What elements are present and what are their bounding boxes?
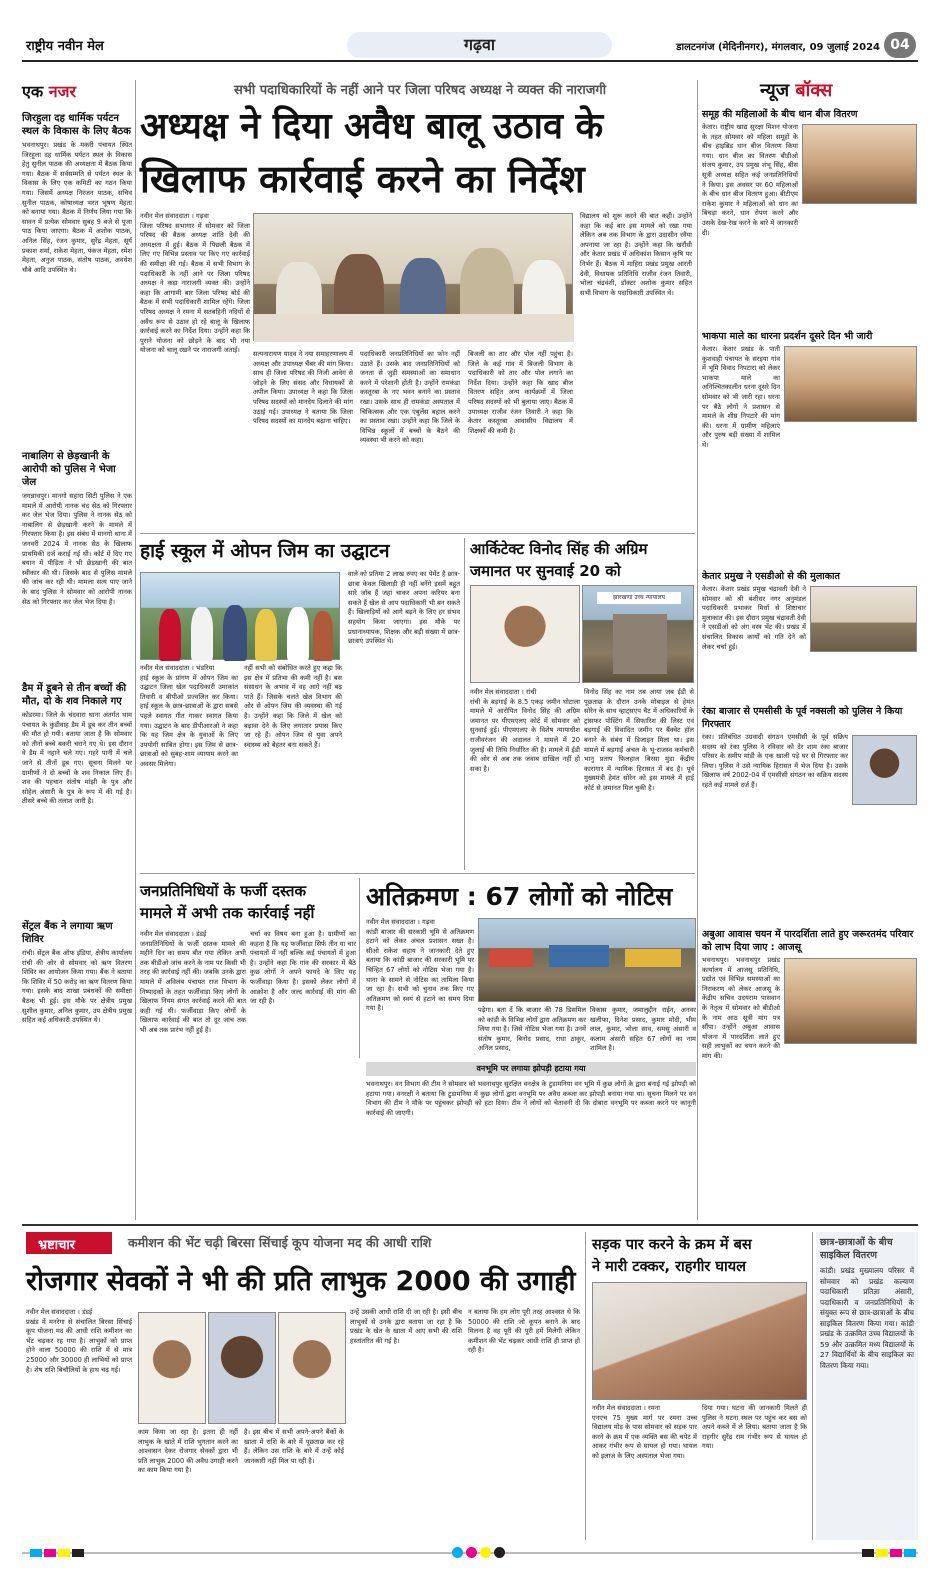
accident-body-col	[702, 1404, 807, 1538]
encroach-headline: अतिक्रमण : 67 लोगों को नोटिस	[366, 882, 673, 911]
protest-photo	[784, 346, 917, 422]
ek-nazar-item-title: जिरहुला दह धार्मिक पर्यटन स्थल के विकास के लिए बैठक	[22, 113, 131, 137]
ek-label: एक	[22, 82, 44, 101]
architect-body-col	[470, 688, 580, 870]
gym-text: नहीं सभी को संबोधित करते हुए कहा कि इस क्षेत्र में प्रतिभा की कमी नहीं है। बस संसाधन के अभाव में वह आगे नहीं बढ़ पाते हैं। जिसके चलते खेल विभाग की ओर से ओपन जिम की व्यवस्था की गई है। उन्होंने कहा कि जिले में खेल को बढ़ावा देने के लिए लगातार प्रयास किए जा रहे हैं। ओपन जिम से युवा अपने स्वास्थ्य को बेहतर बना सकते हैं।	[244, 664, 342, 749]
corruption-body-col	[350, 1308, 462, 1538]
section-name: गढ़वा	[463, 35, 496, 54]
gym-text: हाई स्कूल के प्रांगण में ओपन जिम का उद्घाटन जिला खेल पदाधिकारी उमाकांत तिवारी व बीपीओ प्रज्वलित कर किया। हाई स्कूल के छात्र-छात्राओं के द्वारा सबसे पहले स्वागत गीत गाकर स्वागत किया गया। उद्घाटन के बाद डीपीआरओ ने कहा कि यह जिम क्षेत्र के युवाओं के लिए उपयोगी साबित होगा। इस जिम से छात्र-छात्राओं को सुबह-शाम व्यायाम करने का अवसर मिलेगा।	[140, 673, 238, 768]
arrested-person-photo	[852, 735, 917, 805]
corruption-body-col	[468, 1308, 580, 1538]
accident-headline: ने मारी टक्कर, राहगीर घायल	[592, 1259, 746, 1275]
lead-dateline: नवीन मेल संवाददाता । गढ़वा	[140, 212, 209, 220]
corruption-body-col	[244, 1428, 344, 1538]
lead-headline: अध्यक्ष ने दिया अवैध बालू उठाव के	[140, 106, 604, 147]
footer-colorbar	[22, 1547, 918, 1561]
encroach-dateline: नवीन मेल संवाददाता । गढ़वा	[366, 918, 435, 926]
news-box-item-title: भाकपा माले का धारना प्रदर्शन दूसरे दिन भी जारी	[702, 331, 873, 342]
page-number: 04	[884, 32, 916, 58]
news-box-item-title: समूह की महिलाओं के बीच धान बीज वितरण	[702, 109, 858, 120]
ek-nazar-item-body: रांची। सेंट्रल बैंक ऑफ इंडिया, क्षेत्रीय कार्यालय रांची की ओर से सोमवार को ऋण वितरण शिविर का आयोजन किया गया। बैंक ने बताया कि शिविर में 50 करोड़ का ऋण वितरण किया गया। इसके बाद शाखा प्रबंधकों की समीक्षा बैठक भी हुई। इस मौके पर क्षेत्रीय प्रमुख सुशील कुमार, अनिल कुमार, उप क्षेत्रीय प्रमुख सहित कई अधिकारी उपस्थित थे।	[22, 949, 132, 1025]
gym-dateline: नवीन मेल संवाददाता । भंडरिया	[140, 664, 215, 672]
news-box-item	[702, 705, 917, 925]
gym-body-col	[140, 664, 238, 869]
column-divider	[359, 878, 360, 1058]
accident-dateline: नवीन मेल संवाददाता । रमना	[592, 1404, 661, 1412]
ek-nazar-column	[22, 80, 132, 930]
fake-sign-headline: जनप्रतिनिधियों के फर्जी दस्तक	[140, 882, 306, 900]
ek-nazar-item-body: भवनाथपुर। प्रखंड के मकरी पंचायत स्थित जिरहुला दह धार्मिक पर्यटन स्थल के विकास हेतु सुनील पाठक की अध्यक्षता में बैठक किया गया। बैठक में सर्वसम्मति से पर्यटन स्थल के विकास के लिए एक कमिटी का गठन किया गया। जिसमें अध्यक्ष निरंजन पाठक, सचिव सुनील पाठक, कोषाध्यक्ष भरत भूषण मेहता को बनाया गया। बैठक में निर्णय लिया गया कि सावन में प्रत्येक सोमवार सुबह 9 बजे से पूजा पाठ किया जाएगा। बैठक में अशोक पाठक, अनिल सिंह, रंजन कुमार, सुरेंद्र मेहता, सूर्य प्रकाश शर्मा, राकेश मेहता, पंकज मेहता, रमेश मेहता, अनुज पाठक, संतोष पाठक, अवधेश चौबे आदि उपस्थित थे।	[22, 141, 132, 274]
column-divider	[135, 80, 136, 1220]
corruption-body-col	[138, 1428, 238, 1538]
news-box-item-body: केतार। केतार प्रखंड प्रमुख चंद्रावती देवी ने सोमवार को श्री बंशीधर नगर अनुमंडल पदाधिकारी प्रभाकर मिर्धा से शिष्टाचार मुलाकात की। इस दौरान प्रमुख चंद्रावती देवी ने एसडीओ को अंग वस्त्र भेंट की। प्रखंड में संचालित विकास कार्यों को गति देने को लेकर चर्चा हुई।	[702, 585, 806, 651]
news-box-item	[702, 108, 917, 323]
fake-sign-text: जनप्रतिनिधियों के फर्जी दस्तक मामले की महीने दिन का समय बीत गया लेकिन अभी तक बीडीओ जांच करने के नाम पर किसी भी तरह की कार्रवाई नहीं की। जबकि उनके द्वारा मामले में अविलंब पंचायत राज विभाग के निष्पादकों के तहत फर्जीवाड़ा किए लोगों के खिलाफ नियम संगत कार्रवाई करने की बात कही गई थी। फर्जीवाड़ा किए लोगों के खिलाफ कार्रवाई की बात तो दूर जांच तक भी अब तक प्रारंभ नहीं हुई है।	[140, 939, 246, 1034]
news-box-item-title: अबुआ आवास चयन में पारदर्शिता लाते हुए जरूरतमंद परिवार को लाभ दिया जाए : आजसू	[702, 929, 914, 953]
section-divider	[140, 873, 695, 874]
fake-sign-headline: मामले में अभी तक कार्रवाई नहीं	[140, 904, 315, 922]
lead-body-col	[253, 350, 353, 530]
injured-person-photo	[592, 1282, 807, 1400]
architect-headline: आर्किटेक्ट विनोद सिंह की अग्रिम	[470, 540, 648, 558]
section-divider	[140, 533, 695, 534]
encroach-caption-col	[478, 1006, 586, 1058]
ek-nazar-item	[22, 112, 132, 442]
ek-nazar-item-body: कोडरमा। जिले के चंदवारा थाना अंतर्गत थाम पंचायत के कुंडीवाह डैम में डूब कर तीन बच्चों की मौत हो गयी। बताया जाता है कि सोमवार को तीनों बच्चे बकरी चराने गए थे। इस दौरान वे डैम में नहाने चले गए। गहरे पानी में चले जाने से तीनों डूब गए। सूचना मिलने पर ग्रामीणों ने दो बच्चों के शव निकाल लिए हैं। शव की पहचान संतोष मांझी के पुत्र और सोहेल अंसारी के पुत्र के रूप में की गई है। तीसरे बच्चे की तलाश जारी है।	[22, 711, 132, 806]
architect-body-col	[584, 688, 694, 870]
accused-photo-3	[278, 1312, 346, 1424]
corruption-text: प्रखंड में मनरेगा से संचालित बिरसा सिंचाई कूप योजना मद की आधी राशि कमीशन का भेंट चढ़कर रह गया है। लाभुकों को प्राप्त होने वाला 50000 की राशि में से मात्र 25000 और 30000 ही लाभियों को प्राप्त है। शेष राशि बिचौलियों के हाथ चढ़ गई।	[26, 1317, 132, 1374]
lead-headline: खिलाफ कार्रवाई करने का निर्देश	[140, 157, 585, 201]
gym-body-col	[244, 664, 342, 869]
encroach-body-col	[366, 918, 474, 1058]
seed-distribution-photo	[802, 124, 917, 204]
news-box-item-title: केतार प्रमुख ने एसडीओ से की मुलाकात	[702, 571, 840, 582]
news-box-item-body: रंका। प्रतिबंधित उग्रवादी संगठन एमसीसी के पूर्व सक्रिय सदस्य को रंका पुलिस ने रविवार को देर शाम रंका बाजार परिसर के समीप मांडी के एक खाली पड़े घर से गिरफ्तार कर लिया। पुलिस ने उसे न्यायिक हिरासत में भेज दिया है। उसके खिलाफ वर्ष 2002-04 में एमसीसी संगठन का सक्रिय सदस्य रहते कई मामले दर्ज हैं।	[702, 733, 848, 789]
lead-text: बिजली का तार और पोल नहीं पहुंचा है। जिले के कई गांव में बिजली विभाग के पदाधिकारी को तार और पोल लगाने का निर्देश दिया। उन्होंने कहा कि खाद बीज वितरण सहित अन्य कार्यक्रमों में जिला परिषद सदस्यों को भी बुलाया जाए। बैठक में उपाध्यक्ष राजीव रंजन तिवारी ने कहा कि केतार कस्तूरबा आवासीय विद्यालय में शिक्षकों की कमी है।	[468, 350, 573, 435]
cycle-headline: छात्र-छात्राओं के बीच साइकिल वितरण	[820, 1237, 893, 1261]
news-box-item-body: केतार। केतार प्रखंड के पाती कुशवाही पंचायत के सरइया गांव में भूमि विवाद निपटारा को लेकर भाकपा माले का अनिश्चितकालीन धरना दूसरे दिन सोमवार को भी जारी रहा। धरना पर बैठे लोगों ने प्रशासन से मामले के शीघ्र निपटारे की मांग की। धरना में ग्रामीण महिलाएं और पुरुष बड़ी संख्या में शामिल थे।	[702, 345, 780, 449]
gym-headline: हाई स्कूल में ओपन जिम का उद्घाटन	[140, 540, 390, 562]
accident-body-col	[592, 1404, 697, 1538]
fake-sign-dateline: नवीन मेल संवाददाता । डंडई	[140, 930, 207, 938]
architect-dateline: नवीन मेल संवाददाता । रांची	[470, 688, 537, 696]
cycle-box	[816, 1232, 918, 1540]
lead-text: पदाधिकारी जनप्रतिनिधियों का फोन नहीं उठाते हैं। उसके बाद जनप्रतिनिधियों को जनता से जुड़ी समस्याओं का समाधान करने में परेशानी होती है। उन्होंने रामकंडा कस्तूरबा के नए भवन बनाने का प्रस्ताव रखा। उसके साथ ही रामकंडा अस्पताल में चिकित्सक और एक एंबुलेंस बहाल करने का प्रस्ताव रखा। उन्होंने कहा कि जिले के विभिन्न स्कूलों में बच्चों के बैठने की व्यवस्था भी करने को कहा।	[360, 350, 460, 445]
news-box-label	[760, 78, 910, 102]
architect-text: रांची के बड़गाईं के 8.5 एकड़ जमीन घोटाला मामले में आरोपित विनोद सिंह की अग्रिम जमानत पर पीएमएलए कोर्ट में सोमवार को सुनवाई हुई। पीएमएलए के विशेष न्यायाधीश राजीवरंजन की अदालत ने मामले में 20 जुलाई की तिथि निर्धारित की है। मामले में ईडी की ओर से अब तक जवाब दाखिल नहीं हो सका है।	[470, 697, 580, 773]
gym-photo	[140, 572, 340, 660]
forest-body	[366, 1080, 696, 1220]
news-box-item	[702, 570, 917, 700]
news-box-item-body: केतार। राष्ट्रीय खाद्य सुरक्षा मिशन योजना के तहत सोमवार को महिला समूहों के बीच हाइब्रिड धान बीज वितरण किया गया। धान बीज का वितरण बीडीओ संजय कुमार, उप प्रमुख शंभू सिंह, बीस सूत्री अध्यक्ष सहित कई जनप्रतिनिधियों ने किया। इस अवसर पर 60 महिलाओं के बीच धान बीज वितरण हुआ। बीटीएम राकेश कुमार ने महिलाओं को धान का बिचड़ा करने, धान रोपण करने और उसके देख-रेख करने के बारे में जानकारी दी।	[702, 123, 798, 237]
corruption-rubric: भ्रष्टाचार	[26, 1232, 112, 1254]
forest-bar-text: वनभूमि पर लगाया झोपड़ी हटाया गया	[476, 1064, 586, 1073]
encroach-body-col	[590, 1006, 696, 1058]
architect-photo	[470, 585, 580, 683]
column-divider	[812, 1232, 813, 1540]
lead-text: जिला परिषद सभागार में सोमवार को जिला परिषद की बैठक अध्यक्ष शांति देवी की अध्यक्षता में हुई। बैठक में पिछली बैठक में लिए गए विभिन्न प्रस्ताव पर किए गए कार्रवाई की समीक्षा की गई। बैठक में सभी विभाग के पदाधिकारी के नहीं आने पर जिला परिषद अध्यक्ष ने कड़ा नाराजगी व्यक्त की। उन्होंने कहा कि आगामी बार जिला परिषद बोर्ड की बैठक में सभी पदाधिकारी शामिल रहेंगे। जिला परिषद अध्यक्ष ने रमना में सतबहिनी नदियों से अवैध रूप से उठाव हो रहे बालू के खिलाफ कार्रवाई करने का निर्देश दिया। उन्होंने कहा कि पुराने योजना को छोड़ने के बाद भी नया योजना को चालू रखने पर नाराजगी जताई।	[140, 221, 250, 355]
cycle-text: कांडी। प्रखंड मुख्यालय परिसर में सोमवार को प्रखंड कल्याण पदाधिकारी प्रतिज्ञा अंसारी, पदाधिकारी व जनप्रतिनिधियों के संयुक्त रूप से छात्र-छात्राओं के बीच साइकिल वितरण किया गया। कांडी प्रखंड के उत्क्रमित उच्च विद्यालयों के 59 और उत्क्रमित मध्य विद्यालयों के 27 विद्यार्थियों के बीच साइकिल का वितरण किया गया।	[820, 1266, 914, 1370]
accident-text: एनएच 75 मुख्य मार्ग पर रमना उच्च विद्यालय मोड़ के पास सोमवार को सड़क पार करने के क्रम में एक व्यक्ति बस की चपेट में आकर गंभीर रूप से घायल हो गया। घायल को इलाज के लिए अस्पताल भेजा गया।	[592, 1413, 697, 1460]
architect-headline: जमानत पर सुनवाई 20 को	[470, 562, 621, 580]
masthead: राष्ट्रीय नवीन मेल	[26, 39, 104, 54]
accused-photo-2	[208, 1312, 276, 1424]
ek-nazar-label	[22, 80, 132, 102]
ek-nazar-item	[22, 682, 132, 912]
column-divider	[697, 80, 698, 1220]
corruption-text: न बताया कि हम लोग पूरी तरह आश्वस्त थे कि 50000 की राशि जो कूपन बनाने के बाद मिलना है वह पूरी की पूरी हमें मिलेगी लेकिन कमीशन की भेंट चढ़कर आधी राशि ही प्राप्त हो रही है।	[468, 1308, 580, 1355]
gym-body-col	[348, 570, 460, 870]
ek-nazar-item-title: डैम में डूबने से तीन बच्चों की मौत, दो के शव निकाले गए	[22, 683, 127, 707]
lead-text: सत्यनारायण यादव ने नया समाहरणालय में अध्यक्ष और उपाध्यक्ष चैंबर की मांग किया। साथ ही जिला परिषद की निजी आवेग से जोड़ने के लिए संसद और विधायकों से अपील किया। उपाध्यक्ष ने कहा कि जिला परिषद सदस्यों को मानदेय दिलाने की मांग उठाई गई। उपाध्यक्ष ने बताया कि जिला परिषद सदस्यों का मानदेय बढ़ाना चाहिए।	[253, 350, 353, 426]
corruption-headline: रोजगार सेवकों ने भी की प्रति लाभुक 2000 की उगाही	[26, 1266, 576, 1297]
ek-nazar-item-body: जगन्नाथपुर। मानगो सहारा सिटी पुलिस ने एक मामले में आरोपी नानक चंद सेठ को गिरफ्तार कर जेल भेज दिया। पुलिस ने नानक सेठ को नाबालिग से छेड़खानी करने के मामले में गिरफ्तार किया है। इस संबंध में मानगो थाना में जनवरी 2024 में नानक सेठ के खिलाफ प्राथमिकी दर्ज कराई गई थी। कोर्ट में दिए गए बयान में पीड़िता ने भी छेड़खानी की बात स्वीकार की थी। जिसके बाद से पुलिस मामले की जांच कर रही थी। मामला सत्य पाए जाने के बाद पुलिस ने सोमवार को आरोपी नानक सेठ को गिरफ्तार कर जेल भेज दिया है।	[22, 492, 132, 606]
ek-nazar-item-title: सेंट्रल बैंक ने लगाया ऋण शिविर	[22, 921, 113, 945]
accused-photo-1	[138, 1312, 206, 1424]
encroach-caption: पढ़ेगा। बता दें कि बाजार की 78 डिसमिल को कांडी के विभिन्न लोगों द्वारा अतिक्रमण कर लिया गया है। जिसे नोटिस भेजा गया है। उनमें संतोष कुमार, बिनोद प्रसाद, राधा ठाकुर, अनिल प्रसाद,	[478, 1006, 586, 1053]
meeting-photo	[253, 213, 573, 341]
market-photo	[478, 918, 696, 1002]
encroach-text: कांडी बाजार की सरकारी भूमि से अतिक्रमण हटाने को लेकर अंचल प्रशासन सख्त है। सीओ राकेश सहाय ने जानकारी देते हुए बताया कि कांडी बाजार की सरकारी भूमि पर चिन्हित 67 लोगों को नोटिस भेजा गया है। थाना के सामने से नोटिस का तामिला किया जा रहा है। सभी को चुनाव तक किए गए अतिक्रमण को स्वयं से हटाने का समय दिया गया है।	[366, 927, 474, 1013]
page-header	[22, 30, 918, 62]
ajsu-memorandum-photo	[784, 958, 917, 1044]
lead-body-col	[468, 350, 573, 530]
ek-nazar-item	[22, 920, 132, 1220]
section-banner	[347, 32, 612, 58]
accident-text: दिया गया। घटना की जानकारी मिलते ही पुलिस ने घटना स्थल पर पहुंच कर बस को अपने कब्जे में ले लिया। बताया जाता है कि राहगीर सुरेंद्र राम गंभीर रूप से घायल हो गया।	[702, 1404, 807, 1451]
fake-sign-body-col	[140, 930, 246, 1220]
corruption-text: काम किया जा रहा है। इतना ही नहीं लाभुक के खाते में राशि भुगतान करने का आश्वासन देकर रोजगार सेवकों द्वारा भी प्रति लाभुक 2000 की अवैध उगाही करने का काम किया गया है।	[138, 1428, 238, 1475]
news-box-label-2: बॉक्स	[795, 80, 833, 101]
corruption-kicker: कमीशन की भेंट चढ़ी बिरसा सिंचाई कूप योजना मद की आधी राशि	[128, 1235, 432, 1250]
section-divider	[22, 1224, 918, 1226]
sdo-meeting-photo	[810, 586, 917, 652]
forest-text: भवनाथपुर। वन विभाग की टीम ने सोमवार को भवनाथपुर सुरक्षित वनक्षेत्र के टुडामनिया वन भूमि में कुछ लोगों के द्वारा बनाई गई झोपड़ी को हटाया गया। वनरक्षी ने बताया कि टुडामनिया में कुछ लोगों द्वारा वनभूमि पर अवैध कब्जा कर झोपड़ी बनाया गया था। सूचना मिलने पर वन विभाग की टीम ने मौके पर पहुंचकर झोपड़ी को हटा दिया। टीम ने लोगों को चेतावनी दी कि दोबारा वनभूमि पर कब्जा करने पर कानूनी कार्रवाई की जाएगी।	[366, 1080, 696, 1117]
fake-sign-body-col	[250, 930, 356, 1220]
news-box-item-title: रंका बाजार से एमसीसी के पूर्व नक्सली को पुलिस ने किया गिरफ्तार	[702, 706, 903, 730]
lead-body-col	[360, 350, 460, 530]
nazar-label: नजर	[48, 82, 77, 101]
news-box-label-1: न्यूज	[760, 80, 790, 101]
fake-sign-text: चर्चा का विषय बना हुआ है। ग्रामीणों का कहना है कि यह फर्जीवाड़ा सिर्फ तीन या चार पंचायतों में नहीं बल्कि कई पंचायतों में हुआ है। उन्होंने कहा कि गांव की सरकार में बैठे कुछ लोगों ने अपने फायदे के लिए यह फर्जीवाड़ा किया है। इसको लेकर लोगों में आक्रोश है और जल्द कार्रवाई की मांग की जा रही है।	[250, 930, 356, 1006]
forest-bar	[366, 1062, 696, 1076]
corruption-text: है। इस बीच में सभी अपने-अपने बैंकों के खाता में राशि के बारे में पूछताछ कर रहे हैं। लेकिन उस राशि के बारे में उन्हें कोई जानकारी नहीं मिल पा रही है।	[244, 1428, 344, 1465]
lead-text: विद्यालय को शुरू करने की बात कही। उन्होंने कहा कि कई बार इस मामले को रखा गया लेकिन अब तक विभाग के द्वारा उदासीन रवैया अपनाया जा रहा है। उन्होंने कहा कि खरौंधी और केतार प्रखंड में अधिकांश किसान कृषि पर निर्भर हैं। बैठक में माहिरा प्रखंड प्रमुख आरती देवी, विधायक प्रतिनिधि राजीव रंजन तिवारी, भोला चंद्रवंशी, डॉक्टर अशोक कुमार सहित सभी विभाग के पदाधिकारी उपस्थित थे।	[580, 212, 692, 297]
ek-nazar-item	[22, 450, 132, 680]
ek-nazar-item-title: नाबालिग से छेड़खानी के आरोपी को पुलिस ने भेजा जेल	[22, 451, 116, 488]
accident-headline: सड़क पार करने के क्रम में बस	[592, 1237, 752, 1253]
dateline: डालटनगंज (मेदिनीनगर), मंगलवार, 09 जुलाई 2024	[676, 42, 880, 53]
corruption-text: उन्हें उसकी आधी राशि दी जा रही है। इसी बीच लाभुकों से उनके द्वारा बताया जा रहा है कि प्रखंड के खेत के खाता में आए सभी की राशि हस्तांतरित की गई है।	[350, 1308, 462, 1345]
court-sign: झारखण्ड उच्च न्यायालय	[597, 592, 681, 604]
gym-text: वाले को प्रतिमा 2 लाख रुपए का पेमेंट है छात्र-छात्रा केवल खिलाड़ी ही नहीं बनेंगे इसमें बहुत सारे जॉब हैं जहां चाकर अपना करियर बना सकते हैं खेल से आप पदाधिकारी भी बन सकते हैं। खिलाड़ियों को आगे बढ़ने के लिए हर संभव सहयोग किया जाएगा। इस मौके पर प्रधानाध्यापक, शिक्षक और बड़ी संख्या में छात्र-छात्राएं उपस्थित थे।	[348, 570, 460, 646]
column-divider	[585, 1232, 586, 1540]
architect-text: विनोद सिंह का नाम तब आया जब ईडी से पूछताछ के दौरान उनके मोबाइल से हेमंत सोरेन के साथ व्हाट्सएप चैट में अधिकारियों के ट्रांसफर पोस्टिंग में सिफारिश की लिस्ट एवं बड़गाईं की विवादित जमीन पर बैंक्वेट हॉल बनाने के संबंध में डिजाइन मिला था। इस मामले में बड़गाईं अंचल के भू-राजस्व कर्मचारी भानु प्रताप फिलहाल बिरसा मुंडा केंद्रीय कारागार में न्यायिक हिरासत में बंद है। पूर्व मुख्यमंत्री हेमंत सोरेन को इस मामले में हाई कोर्ट से जमानत मिल चुकी है।	[584, 688, 694, 792]
column-divider	[464, 538, 465, 870]
news-box-item	[702, 928, 917, 1220]
news-box-item	[702, 330, 917, 575]
news-box-item-body: भवनाथपुर। भवनाथपुर प्रखंड कार्यालय में आजसू प्रतिनिधि, प्रद्योत एवं विभिन्न समस्याओं का निराकरण को लेकर आजसू के केंद्रीय सचिव उदयराम पासवान के नेतृत्व में सोमवार को बीडीओ के नाम आठ सूत्री मांग पत्र सौंपा। उन्होंने अबुआ आवास योजना में पारदर्शिता लाते हुए सही लाभुकों का चयन करने की मांग की।	[702, 956, 780, 1060]
court-photo	[582, 585, 694, 683]
lead-body-col	[140, 212, 250, 530]
corruption-body-col	[26, 1308, 132, 1538]
encroach-text: विकास कुमार, जमालुद्दीन राईन, अनवर खलीफा, दिनेश प्रसाद, कुमार मोदी, भीम लाल, कुमार, भोला साव, समसु अंसारी व कलाम अंसारी सहित 67 लोगों का नाम शामिल है।	[590, 1006, 696, 1053]
lead-body-col	[580, 212, 692, 530]
lead-kicker: सभी पदाधिकारियों के नहीं आने पर जिला परिषद अध्यक्ष ने व्यक्त की नाराजगी	[233, 83, 607, 98]
corruption-dateline: नवीन मेल संवाददाता । डंडई	[26, 1308, 93, 1316]
